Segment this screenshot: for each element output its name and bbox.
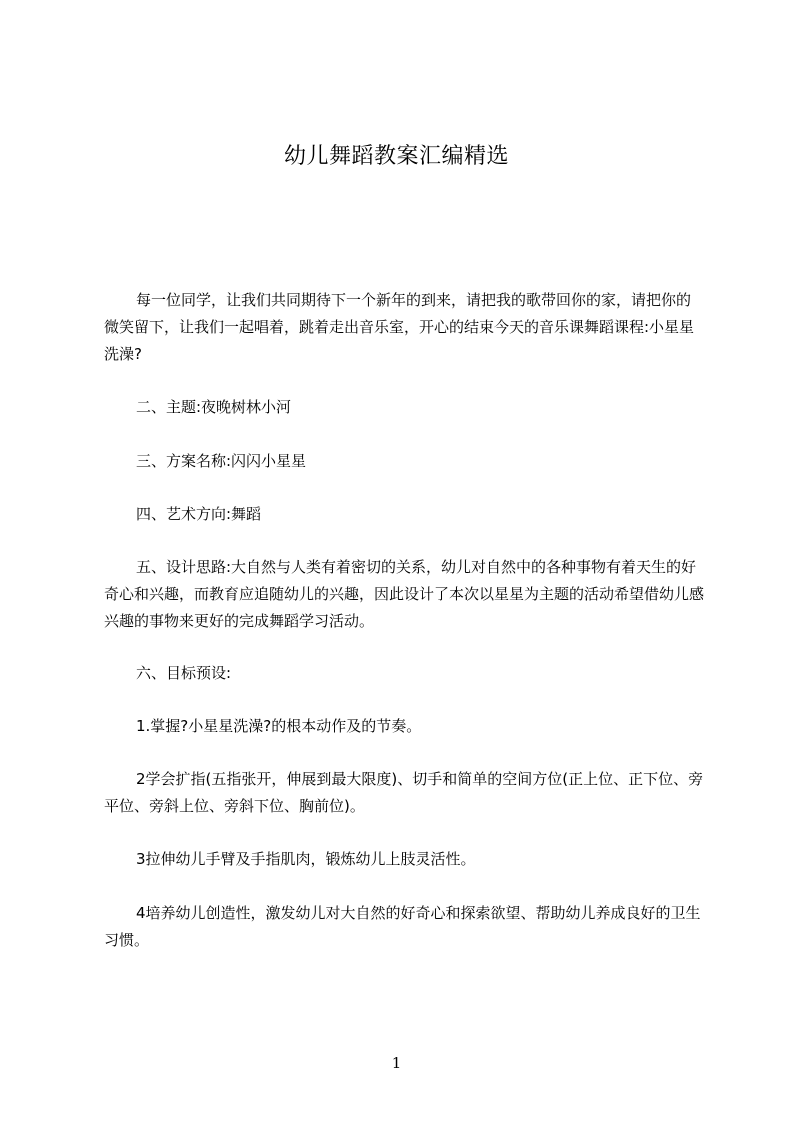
paragraph-art-direction: 四、艺术方向:舞蹈 (136, 505, 262, 523)
page-number: 1 (391, 1054, 402, 1072)
paragraph-goal-2: 2学会扩指(五指张开，伸展到最大限度)、切手和简单的空间方位(正上位、正下位、旁平位、旁斜上位、旁斜下位、胸前位)。 (104, 770, 704, 815)
paragraph-theme: 二、主题:夜晚树林小河 (136, 398, 292, 416)
paragraph-plan-name: 三、方案名称:闪闪小星星 (136, 452, 307, 470)
paragraph-design-idea: 五、设计思路:大自然与人类有着密切的关系，幼儿对自然中的各种事物有着天生的好奇心和兴趣，而教育应追随幼儿的兴趣，因此设计了本次以星星为主题的活动希望借幼儿感兴趣的事物来更好的完成舞蹈学习活动。 (104, 558, 705, 630)
document-title: 幼儿舞蹈教案汇编精选 (283, 144, 509, 169)
paragraph-goal-1: 1.掌握?小星星洗澡?的根本动作及的节奏。 (136, 717, 422, 735)
paragraph-goal-3: 3拉伸幼儿手臂及手指肌肉，锻炼幼儿上肢灵活性。 (136, 850, 476, 868)
paragraph-intro: 每一位同学，让我们共同期待下一个新年的到来，请把我的歌带回你的家，请把你的微笑留下，让我们一起唱着，跳着走出音乐室，开心的结束今天的音乐课舞蹈课程:小星星洗澡? (104, 291, 695, 363)
paragraph-goals-heading: 六、目标预设: (136, 664, 232, 682)
paragraph-goal-4: 4培养幼儿创造性，激发幼儿对大自然的好奇心和探索欲望、帮助幼儿养成良好的卫生习惯。 (104, 904, 701, 949)
